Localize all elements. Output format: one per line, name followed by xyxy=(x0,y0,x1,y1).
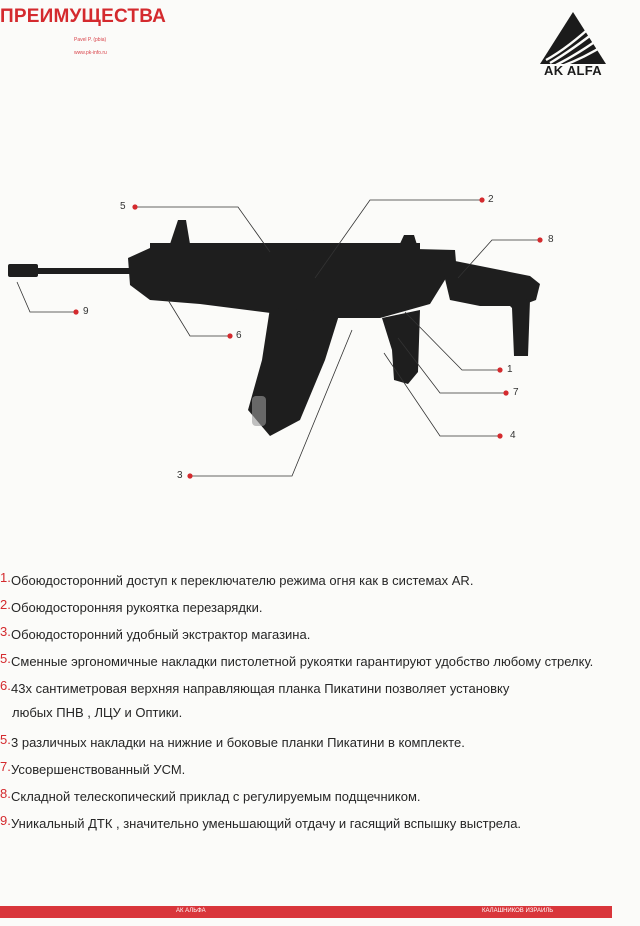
website-link[interactable]: www.pk-info.ru xyxy=(74,50,107,56)
feature-item xyxy=(0,597,262,615)
feature-number: 8. xyxy=(0,786,11,801)
callout-9: 9 xyxy=(83,306,89,317)
callout-8: 8 xyxy=(548,234,554,245)
feature-number: 1. xyxy=(0,570,11,585)
feature-item-continuation xyxy=(12,705,182,720)
feature-text: Усовершенствованный УСМ. xyxy=(11,762,186,777)
feature-number: 2. xyxy=(0,597,11,612)
callout-1: 1 xyxy=(507,364,513,375)
callout-3: 3 xyxy=(177,470,183,481)
feature-number: 6. xyxy=(0,678,11,693)
feature-text: Уникальный ДТК , значительно уменьшающий отдачу и гасящий вспышку выстрела. xyxy=(11,816,522,831)
feature-item xyxy=(0,624,310,642)
photo-credit: Pavel P. (pbia) xyxy=(74,37,107,43)
callout-6: 6 xyxy=(236,330,242,341)
magazine-highlight xyxy=(252,396,266,426)
callout-2: 2 xyxy=(488,194,494,205)
feature-text: любых ПНВ , ЛЦУ и Оптики. xyxy=(12,705,183,720)
footer-brand: АК АЛЬФА xyxy=(176,908,206,914)
feature-text: 43х сантиметровая верхняя направляющая планка Пикатини позволяет установку xyxy=(11,681,510,696)
callout-5: 5 xyxy=(120,201,126,212)
feature-item xyxy=(0,813,521,831)
footer-bar xyxy=(0,906,612,918)
feature-item xyxy=(0,732,465,750)
feature-item xyxy=(0,678,509,696)
feature-text: 3 различных накладки на нижние и боковые планки Пикатини в комплекте. xyxy=(11,735,465,750)
footer-tagline: КАЛАШНИКОВ ИЗРАИЛЬ xyxy=(482,908,554,914)
feature-number: 9. xyxy=(0,813,11,828)
callout-4: 4 xyxy=(510,430,516,441)
feature-text: Сменные эргономичные накладки пистолетной рукоятки гарантируют удобство любому стрелку. xyxy=(11,654,594,669)
callout-7: 7 xyxy=(513,387,519,398)
feature-item xyxy=(0,786,421,804)
feature-text: Обоюдосторонний доступ к переключателю режима огня как в системах AR. xyxy=(11,573,474,588)
feature-text: Обоюдосторонний удобный экстрактор магазина. xyxy=(11,627,311,642)
feature-number: 5. xyxy=(0,651,11,666)
feature-number: 7. xyxy=(0,759,11,774)
page-title: ПРЕИМУЩЕСТВА xyxy=(0,6,167,27)
feature-number: 3. xyxy=(0,624,11,639)
feature-item xyxy=(0,759,185,777)
feature-text: Обоюдосторонняя рукоятка перезарядки. xyxy=(11,600,263,615)
rifle-image xyxy=(8,220,540,436)
feature-item xyxy=(0,570,473,588)
rifle-diagram xyxy=(0,190,640,490)
feature-item xyxy=(0,651,593,669)
logo-text: AK ALFA xyxy=(544,63,602,78)
feature-text: Складной телескопический приклад с регулируемым подщечником. xyxy=(11,789,421,804)
feature-number: 5. xyxy=(0,732,11,747)
